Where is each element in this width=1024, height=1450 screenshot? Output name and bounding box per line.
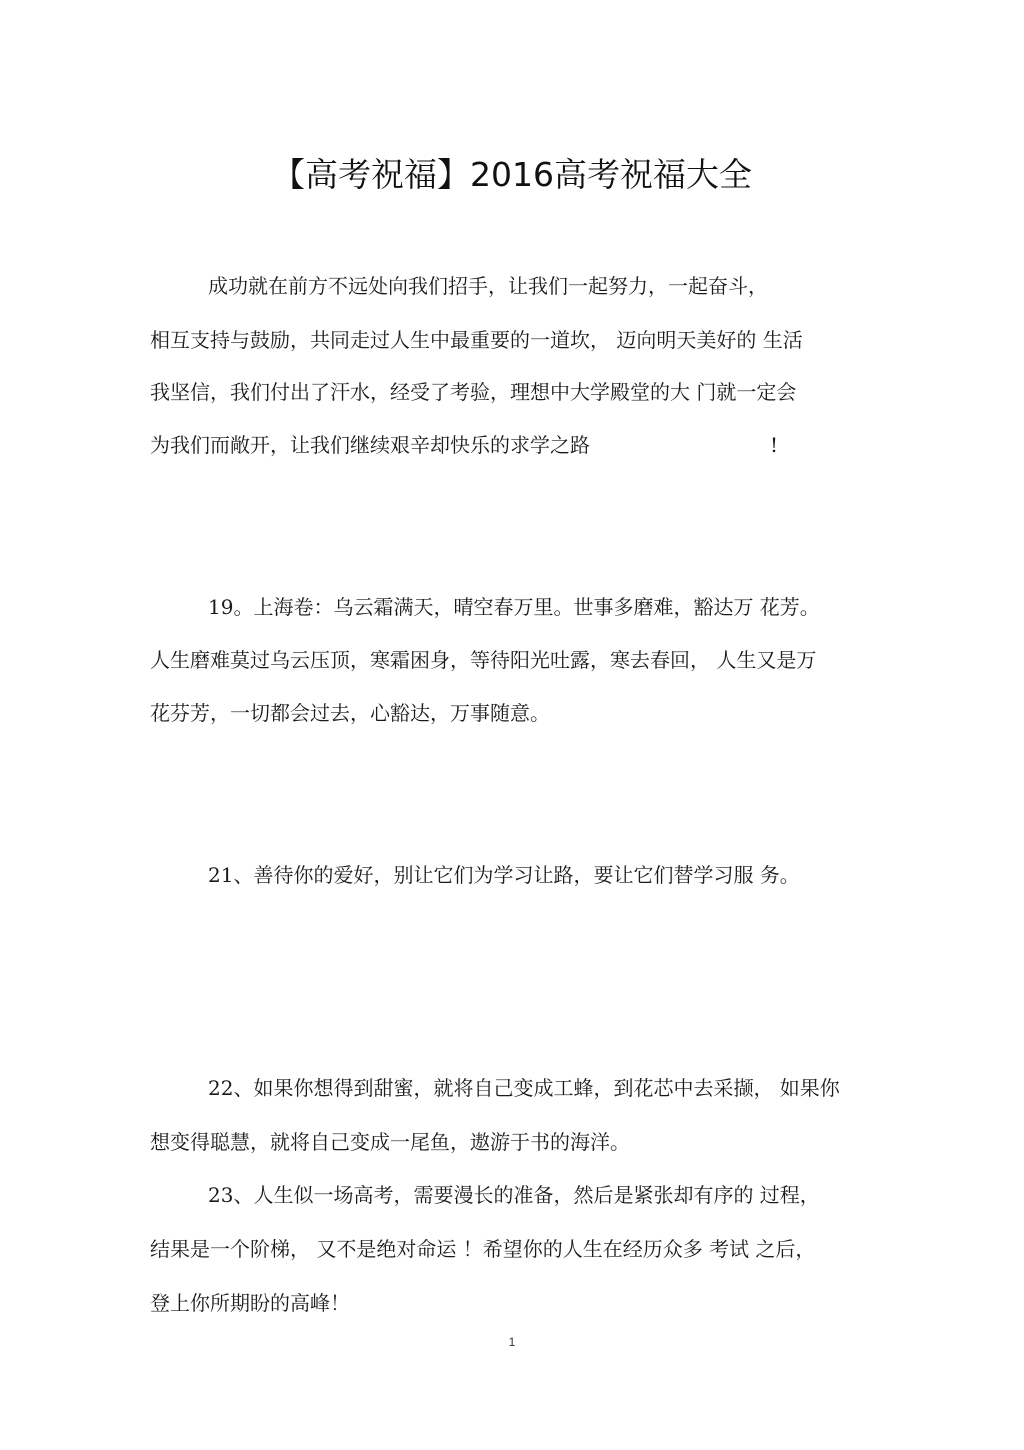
item-22-line-1: 22、如果你想得到甜蜜，就将自己变成工蜂，到花芯中去采撷， 如果你	[208, 1076, 840, 1100]
item-23-line-1: 23、人生似一场高考，需要漫长的准备，然后是紧张却有序的 过程，	[208, 1183, 820, 1207]
paragraph-1-line-3: 我坚信，我们付出了汗水，经受了考验，理想中大学殿堂的大 门就一定会	[150, 380, 797, 404]
item-19-line-3: 花芬芳，一切都会过去，心豁达，万事随意。	[150, 701, 550, 725]
item-22-line-2: 想变得聪慧，就将自己变成一尾鱼，遨游于书的海洋。	[150, 1130, 630, 1154]
paragraph-1-line-2: 相互支持与鼓励，共同走过人生中最重要的一道坎， 迈向明天美好的 生活	[150, 328, 803, 352]
document-title: 【高考祝福】2016高考祝福大全	[272, 155, 752, 194]
paragraph-1-line-4	[150, 430, 778, 460]
paragraph-1-exclamation: !	[770, 433, 779, 457]
item-19-line-1: 19。上海卷：乌云霜满天，晴空春万里。世事多磨难，豁达万 花芳。	[208, 595, 820, 619]
item-23-line-2: 结果是一个阶梯， 又不是绝对命运 ！希望你的人生在经历众多 考试 之后，	[150, 1237, 816, 1261]
page-number: 1	[508, 1335, 516, 1349]
paragraph-1-line-1: 成功就在前方不远处向我们招手，让我们一起努力，一起奋斗，	[208, 274, 768, 298]
paragraph-1-line-4-text: 为我们而敞开，让我们继续艰辛却快乐的求学之路	[150, 433, 590, 457]
item-19-line-2: 人生磨难莫过乌云压顶，寒霜困身，等待阳光吐露，寒去春回， 人生又是万	[150, 648, 817, 672]
item-21-line-1: 21、善待你的爱好，别让它们为学习让路，要让它们替学习服 务。	[208, 863, 800, 887]
item-23-line-3: 登上你所期盼的高峰！	[150, 1291, 350, 1315]
